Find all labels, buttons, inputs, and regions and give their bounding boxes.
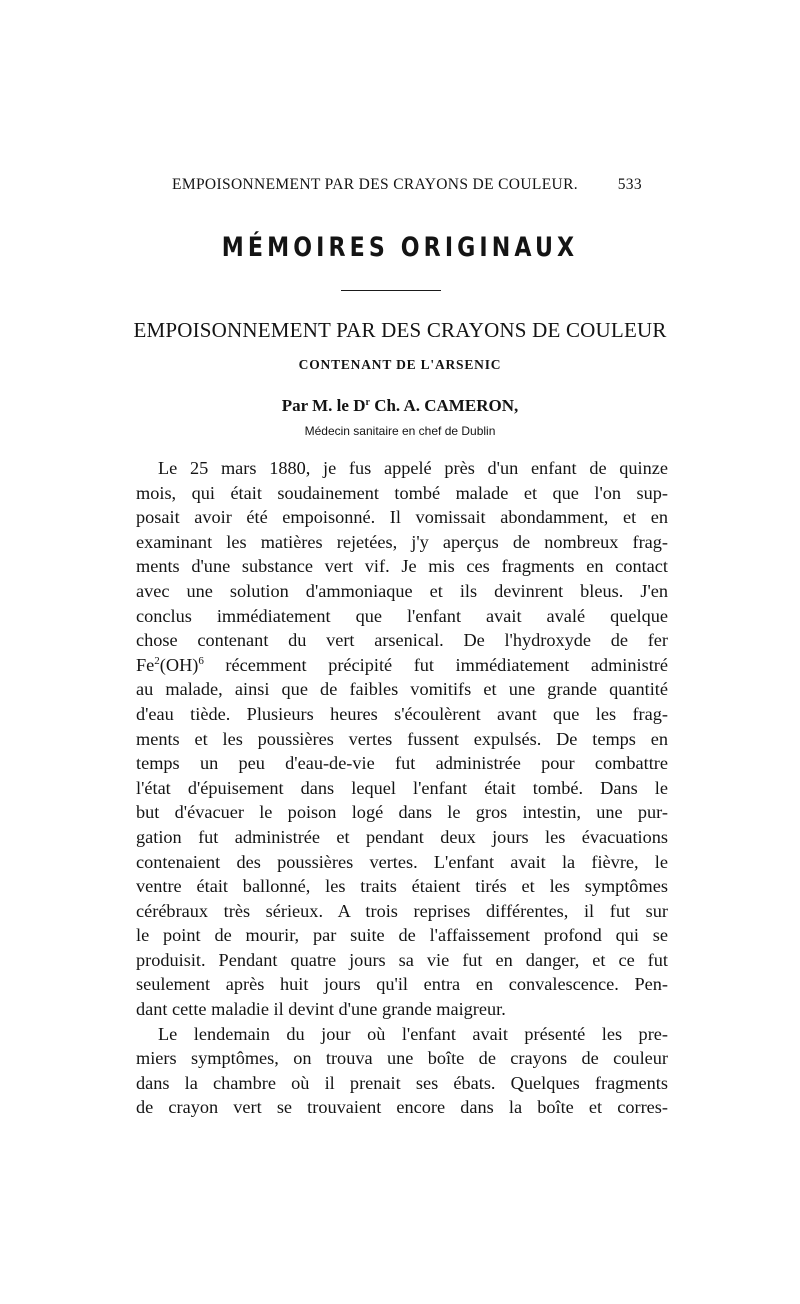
body-line: chose contenant du vert arsenical. De l'hydroxyde de fer: [136, 630, 668, 651]
author-affiliation: Médecin sanitaire en chef de Dublin: [304, 424, 496, 438]
author-byline: [0, 396, 800, 416]
body-line: gation fut administrée et pendant deux jours les évacuations: [136, 826, 668, 847]
body-line: avec une solution d'ammoniaque et ils devinrent bleus. J'en: [136, 580, 668, 601]
body-line: Le 25 mars 1880, je fus appelé près d'un enfant de quinze: [158, 458, 668, 478]
body-line: mois, qui était soudainement tombé malade et que l'on sup-: [136, 482, 668, 503]
formula-sup-6: 6: [198, 654, 204, 667]
body-line: de crayon vert se trouvaient encore dans la boîte et corres-: [136, 1097, 668, 1118]
byline-author: Ch. A. CAMERON,: [369, 396, 519, 415]
body-line: dans la chambre où il prenait ses ébats. Quelques fragments: [136, 1072, 668, 1093]
article-body: [136, 456, 668, 1120]
body-line: but d'évacuer le poison logé dans le gros intestin, une pur-: [136, 802, 668, 823]
article-subtitle: CONTENANT DE L'ARSENIC: [298, 357, 502, 372]
title-rule: [341, 290, 441, 291]
body-line: ventre était ballonné, les traits étaient tirés et les symptômes: [136, 876, 668, 897]
body-line: posait avoir été empoisonné. Il vomissait abondamment, et en: [136, 507, 668, 528]
body-line: le point de mourir, par suite de l'affaissement profond qui se: [136, 925, 668, 946]
body-line: conclus immédiatement que l'enfant avait avalé quelque: [136, 605, 668, 626]
page-number: 533: [617, 176, 642, 193]
body-line: cérébraux très sérieux. A trois reprises différentes, il fut sur: [136, 900, 668, 921]
formula-rest: récemment précipité fut immédiatement administré: [203, 654, 668, 675]
body-line: d'eau tiède. Plusieurs heures s'écoulèrent avant que les frag-: [136, 703, 668, 724]
body-line: Le lendemain du jour où l'enfant avait présenté les pre-: [158, 1023, 668, 1044]
body-line: miers symptômes, on trouva une boîte de crayons de couleur: [136, 1048, 668, 1069]
article-title: EMPOISONNEMENT PAR DES CRAYONS DE COULEUR: [133, 318, 667, 342]
body-line: temps un peu d'eau-de-vie fut administrée pour combattre: [136, 753, 668, 774]
body-line: produisit. Pendant quatre jours sa vie fut en danger, et ce fut: [136, 949, 668, 970]
formula-sup-2: 2: [154, 654, 160, 667]
body-line: au malade, ainsi que de faibles vomitifs et une grande quantité: [136, 679, 668, 700]
running-head: [172, 176, 642, 200]
byline-prefix: Par M. le D: [281, 396, 366, 415]
body-line: l'état d'épuisement dans lequel l'enfant était tombé. Dans le: [136, 777, 668, 798]
running-head-title: EMPOISONNEMENT PAR DES CRAYONS DE COULEUR.: [172, 176, 578, 193]
body-line: ments d'une substance vert vif. Je mis ces fragments en contact: [136, 556, 668, 577]
byline-superscript: r: [365, 397, 370, 408]
body-line-formula: [136, 653, 668, 678]
body-line: contenaient des poussières vertes. L'enfant avait la fièvre, le: [136, 851, 668, 872]
body-line: dant cette maladie il devint d'une grande maigreur.: [136, 999, 506, 1020]
body-line: ments et les poussières vertes fussent expulsés. De temps en: [136, 728, 668, 749]
body-line: seulement après huit jours qu'il entra en convalescence. Pen-: [136, 974, 668, 995]
section-title: MÉMOIRES ORIGINAUX: [221, 232, 579, 263]
formula-fe: Fe: [136, 654, 155, 675]
formula-oh: (OH): [159, 654, 199, 675]
body-line: examinant les matières rejetées, j'y aperçus de nombreux frag-: [136, 531, 668, 552]
